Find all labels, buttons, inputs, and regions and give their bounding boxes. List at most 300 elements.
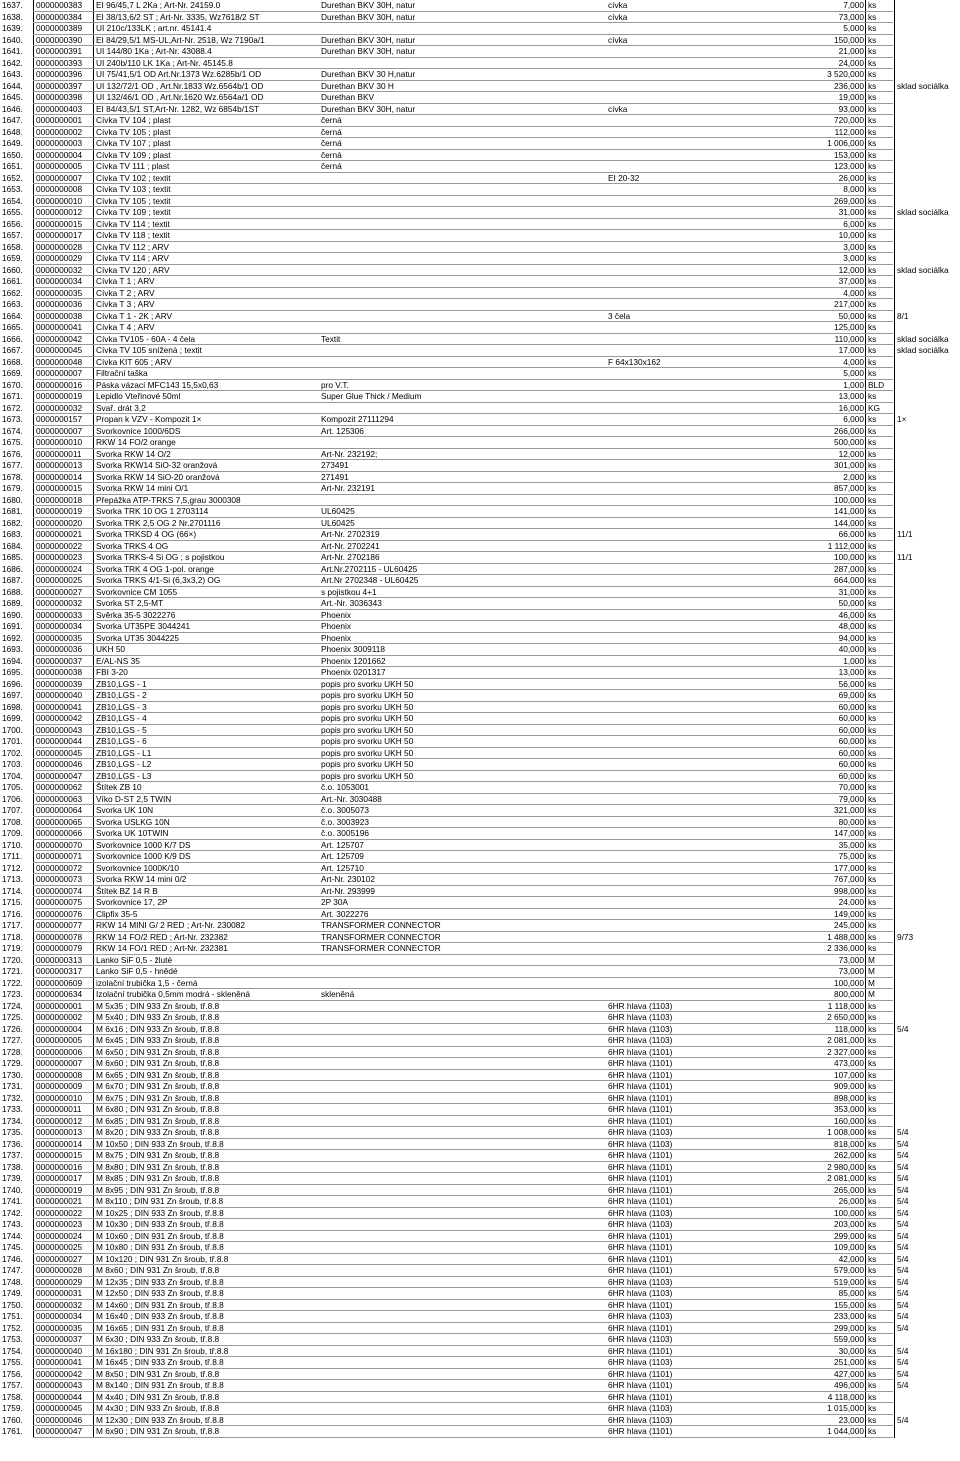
item-location bbox=[894, 391, 960, 403]
table-row bbox=[0, 713, 960, 725]
row-number: 1649. bbox=[2, 138, 23, 148]
item-unit: ks bbox=[865, 1265, 896, 1277]
row-number: 1753. bbox=[2, 1334, 23, 1344]
item-unit: ks bbox=[865, 771, 896, 783]
item-quantity: 3 520,000 bbox=[827, 69, 864, 79]
item-unit: ks bbox=[865, 552, 896, 564]
item-code: 0000000004 bbox=[33, 1024, 96, 1036]
item-quantity: 112,000 bbox=[834, 126, 864, 137]
item-unit: ks bbox=[865, 207, 896, 219]
item-unit: ks bbox=[865, 345, 896, 357]
item-material: popis pro svorku UKH 50 bbox=[321, 747, 414, 758]
item-unit: ks bbox=[865, 702, 896, 714]
item-unit: ks bbox=[865, 1139, 896, 1151]
table-row bbox=[0, 667, 960, 679]
item-code: 0000000006 bbox=[33, 1047, 96, 1059]
item-quantity: 85,000 bbox=[838, 1288, 864, 1298]
item-location bbox=[894, 357, 960, 369]
item-quantity: 664,000 bbox=[834, 575, 864, 585]
item-material bbox=[321, 276, 605, 288]
item-description: Cívka T 4 ; ARV bbox=[93, 322, 322, 334]
item-description: Svorkovnice 1000 K/9 DS bbox=[93, 851, 322, 863]
row-number: 1719. bbox=[2, 943, 23, 953]
item-material bbox=[321, 1334, 605, 1346]
row-number: 1686. bbox=[2, 563, 23, 574]
item-note: 6HR hlava (1103) bbox=[608, 1403, 673, 1413]
item-code: 0000000044 bbox=[33, 736, 96, 748]
item-description: Svorka TRKS 4 OG bbox=[93, 541, 322, 553]
table-row bbox=[0, 506, 960, 518]
item-quantity: 60,000 bbox=[838, 713, 864, 723]
item-unit: ks bbox=[865, 196, 896, 208]
item-location bbox=[894, 1001, 960, 1013]
item-unit: ks bbox=[865, 1024, 896, 1036]
item-quantity: 2 650,000 bbox=[827, 1012, 864, 1022]
item-code: 0000000032 bbox=[33, 265, 96, 277]
item-unit: ks bbox=[865, 1242, 896, 1254]
item-note bbox=[608, 472, 798, 484]
item-unit: ks bbox=[865, 1173, 896, 1185]
item-code: 0000000001 bbox=[33, 115, 96, 127]
item-code: 0000000017 bbox=[33, 230, 96, 242]
item-location: 5/4 bbox=[894, 1265, 960, 1277]
item-code: 0000000317 bbox=[33, 966, 96, 978]
item-location bbox=[894, 380, 960, 392]
item-code: 0000000065 bbox=[33, 817, 96, 829]
table-row bbox=[0, 817, 960, 829]
item-code: 0000000009 bbox=[33, 1081, 96, 1093]
item-unit: ks bbox=[865, 483, 896, 495]
item-code: 0000000075 bbox=[33, 897, 96, 909]
table-row bbox=[0, 564, 960, 576]
item-description: M 10x60 ; DIN 931 Zn šroub, tř.8.8 bbox=[93, 1231, 322, 1243]
item-description: M 8x85 ; DIN 931 Zn šroub, tř.8.8 bbox=[93, 1173, 322, 1185]
item-code: 0000000016 bbox=[33, 380, 96, 392]
item-note bbox=[608, 610, 798, 622]
item-material: Art-Nr. 230102 bbox=[321, 874, 375, 884]
item-location bbox=[894, 219, 960, 231]
item-location bbox=[894, 242, 960, 254]
item-location bbox=[894, 35, 960, 47]
row-number: 1733. bbox=[2, 1104, 23, 1114]
item-description: M 6x80 ; DIN 931 Zn šroub, tř.8.8 bbox=[93, 1104, 322, 1116]
item-note bbox=[608, 150, 798, 162]
item-unit: ks bbox=[865, 253, 896, 265]
item-description: M 10x120 ; DIN 931 Zn šroub, tř.8.8 bbox=[93, 1254, 322, 1266]
item-description: M 4x40 ; DIN 931 Zn šroub, tř.8.8 bbox=[93, 1392, 322, 1404]
item-quantity: 60,000 bbox=[838, 724, 864, 735]
item-material: Art.Nr.2702115 - UL60425 bbox=[321, 563, 418, 574]
item-quantity: 269,000 bbox=[834, 195, 864, 206]
item-quantity: 107,000 bbox=[834, 1069, 864, 1080]
item-description: M 6x90 ; DIN 931 Zn šroub, tř.8.8 bbox=[93, 1426, 322, 1438]
item-note bbox=[608, 920, 798, 932]
row-number: 1640. bbox=[2, 34, 23, 45]
item-unit: ks bbox=[865, 23, 896, 35]
item-quantity: 13,000 bbox=[838, 391, 864, 401]
row-number: 1704. bbox=[2, 770, 23, 781]
item-code: 0000000012 bbox=[33, 207, 96, 219]
table-row bbox=[0, 426, 960, 438]
item-unit: ks bbox=[865, 805, 896, 817]
table-row bbox=[0, 322, 960, 334]
row-number: 1654. bbox=[2, 195, 23, 206]
row-number: 1670. bbox=[2, 379, 23, 390]
item-unit: ks bbox=[865, 794, 896, 806]
item-description: Víko D-ST 2,5 TWIN bbox=[93, 794, 322, 806]
item-description: Filtrační taška bbox=[93, 368, 322, 380]
item-note bbox=[608, 230, 798, 242]
item-quantity: 35,000 bbox=[838, 839, 864, 850]
item-location: 5/4 bbox=[894, 1127, 960, 1139]
row-number: 1731. bbox=[2, 1081, 23, 1091]
item-quantity: 2 081,000 bbox=[827, 1035, 864, 1045]
item-quantity: 245,000 bbox=[834, 920, 864, 930]
table-row bbox=[0, 1081, 960, 1093]
item-description: Cívka TV105 - 60A - 4 čela bbox=[93, 334, 322, 346]
item-location bbox=[894, 713, 960, 725]
item-note bbox=[608, 23, 798, 35]
item-location bbox=[894, 920, 960, 932]
item-unit: ks bbox=[865, 127, 896, 139]
item-note bbox=[608, 380, 798, 392]
item-quantity: 1 118,000 bbox=[827, 1000, 864, 1011]
item-quantity: 79,000 bbox=[838, 793, 864, 804]
item-material: Art. 125707 bbox=[321, 839, 364, 850]
item-material: č.o. 1053001 bbox=[321, 782, 369, 792]
item-quantity: 266,000 bbox=[834, 425, 864, 436]
item-code: 0000000005 bbox=[33, 161, 96, 173]
item-unit: ks bbox=[865, 621, 896, 633]
table-row bbox=[0, 989, 960, 1001]
item-description: Svorka UK 10TWIN bbox=[93, 828, 322, 840]
item-location bbox=[894, 943, 960, 955]
item-location: 5/4 bbox=[894, 1277, 960, 1289]
item-location: 5/4 bbox=[894, 1323, 960, 1335]
item-note: EI 20-32 bbox=[608, 172, 640, 183]
item-unit: ks bbox=[865, 541, 896, 553]
table-row bbox=[0, 771, 960, 783]
item-description: ZB10,LGS - L3 bbox=[93, 771, 322, 783]
item-unit: ks bbox=[865, 69, 896, 81]
item-location bbox=[894, 817, 960, 829]
item-material bbox=[321, 253, 605, 265]
table-row bbox=[0, 920, 960, 932]
row-number: 1657. bbox=[2, 230, 23, 240]
item-material: popis pro svorku UKH 50 bbox=[321, 770, 414, 781]
item-quantity: 56,000 bbox=[838, 678, 864, 689]
item-quantity: 50,000 bbox=[838, 598, 864, 608]
table-row bbox=[0, 828, 960, 840]
item-description: RKW 14 FO/2 RED ; Art-Nr. 232382 bbox=[93, 932, 322, 944]
item-note bbox=[608, 943, 798, 955]
table-row bbox=[0, 1185, 960, 1197]
item-description: Svorka RKW 14 mini 0/2 bbox=[93, 874, 322, 886]
item-unit: ks bbox=[865, 1403, 896, 1415]
item-quantity: 5,000 bbox=[843, 368, 864, 378]
item-code: 0000000019 bbox=[33, 506, 96, 518]
item-description: Cívka TV 114 ; textit bbox=[93, 219, 322, 231]
item-material: Art.-Nr. 3036343 bbox=[321, 598, 382, 608]
item-description: M 16x45 ; DIN 933 Zn šroub, tř.8.8 bbox=[93, 1357, 322, 1369]
item-code: 0000000031 bbox=[33, 1288, 96, 1300]
item-note bbox=[608, 368, 798, 380]
item-code: 0000000313 bbox=[33, 955, 96, 967]
table-row bbox=[0, 1311, 960, 1323]
item-description: Cívka T 1 ; ARV bbox=[93, 276, 322, 288]
item-code: 0000000043 bbox=[33, 725, 96, 737]
row-number: 1713. bbox=[2, 874, 23, 884]
item-unit: ks bbox=[865, 1070, 896, 1082]
item-unit: ks bbox=[865, 334, 896, 346]
item-unit: ks bbox=[865, 725, 896, 737]
item-description: Lanko SiF 0,5 - žluté bbox=[93, 955, 322, 967]
table-row bbox=[0, 414, 960, 426]
item-note bbox=[608, 782, 798, 794]
item-quantity: 301,000 bbox=[834, 460, 864, 470]
item-note bbox=[608, 725, 798, 737]
item-material: Durethan BKV 30 H bbox=[321, 80, 394, 91]
row-number: 1706. bbox=[2, 793, 23, 804]
item-material bbox=[321, 242, 605, 254]
item-quantity: 60,000 bbox=[838, 701, 864, 712]
item-note bbox=[608, 506, 798, 518]
item-material bbox=[321, 219, 605, 231]
row-number: 1728. bbox=[2, 1046, 23, 1057]
row-number: 1694. bbox=[2, 655, 23, 666]
row-number: 1644. bbox=[2, 80, 23, 91]
item-description: M 8x60 ; DIN 931 Zn šroub, tř.8.8 bbox=[93, 1265, 322, 1277]
table-row bbox=[0, 219, 960, 231]
item-description: ZB10,LGS - 5 bbox=[93, 725, 322, 737]
row-number: 1653. bbox=[2, 184, 23, 194]
item-unit: ks bbox=[865, 897, 896, 909]
item-note bbox=[608, 46, 798, 58]
table-row bbox=[0, 46, 960, 58]
item-unit: ks bbox=[865, 909, 896, 921]
item-code: 0000000008 bbox=[33, 184, 96, 196]
item-location: 5/4 bbox=[894, 1185, 960, 1197]
item-material bbox=[321, 1162, 605, 1174]
item-code: 0000000036 bbox=[33, 299, 96, 311]
item-location bbox=[894, 1012, 960, 1024]
item-code: 0000000078 bbox=[33, 932, 96, 944]
item-location bbox=[894, 978, 960, 990]
item-location: sklad sociálka bbox=[894, 81, 960, 93]
item-location bbox=[894, 437, 960, 449]
item-unit: ks bbox=[865, 115, 896, 127]
row-number: 1746. bbox=[2, 1253, 23, 1264]
row-number: 1662. bbox=[2, 287, 23, 298]
item-code: 0000000021 bbox=[33, 1196, 96, 1208]
item-material: pro V.T. bbox=[321, 379, 349, 390]
item-location: 5/4 bbox=[894, 1242, 960, 1254]
item-note bbox=[608, 656, 798, 668]
item-note bbox=[608, 161, 798, 173]
item-description: UI 144/80 1Ka ; Art-Nr. 43088.4 bbox=[93, 46, 322, 58]
item-unit: ks bbox=[865, 184, 896, 196]
table-row bbox=[0, 1323, 960, 1335]
row-number: 1709. bbox=[2, 828, 23, 838]
item-unit: ks bbox=[865, 1047, 896, 1059]
table-row bbox=[0, 1242, 960, 1254]
row-number: 1691. bbox=[2, 621, 23, 631]
table-row bbox=[0, 1208, 960, 1220]
item-note bbox=[608, 92, 798, 104]
item-code: 0000000076 bbox=[33, 909, 96, 921]
table-row bbox=[0, 840, 960, 852]
row-number: 1652. bbox=[2, 172, 23, 183]
item-unit: ks bbox=[865, 460, 896, 472]
item-note bbox=[608, 863, 798, 875]
item-code: 0000000074 bbox=[33, 886, 96, 898]
row-number: 1754. bbox=[2, 1345, 23, 1356]
item-quantity: 93,000 bbox=[838, 103, 864, 114]
row-number: 1722. bbox=[2, 977, 23, 988]
item-material: Phoenix bbox=[321, 632, 351, 643]
item-code: 0000000039 bbox=[33, 679, 96, 691]
item-location: 5/4 bbox=[894, 1369, 960, 1381]
item-description: M 14x60 ; DIN 931 Zn šroub, tř.8.8 bbox=[93, 1300, 322, 1312]
item-description: Svorka RKW 14 SiO-20 oranžová bbox=[93, 472, 322, 484]
item-location: 5/4 bbox=[894, 1024, 960, 1036]
item-code: 0000000019 bbox=[33, 391, 96, 403]
table-row bbox=[0, 207, 960, 219]
row-number: 1667. bbox=[2, 345, 23, 355]
item-unit: ks bbox=[865, 1346, 896, 1358]
item-location: 5/4 bbox=[894, 1150, 960, 1162]
item-description: M 8x110 ; DIN 931 Zn šroub, tř.8.8 bbox=[93, 1196, 322, 1208]
item-note bbox=[608, 449, 798, 461]
item-material bbox=[321, 1150, 605, 1162]
table-row bbox=[0, 1047, 960, 1059]
item-description: E/AL-NS 35 bbox=[93, 656, 322, 668]
table-row bbox=[0, 621, 960, 633]
item-description: M 10x80 ; DIN 931 Zn šroub, tř.8.8 bbox=[93, 1242, 322, 1254]
item-code: 0000000014 bbox=[33, 1139, 96, 1151]
item-description: Cívka TV 111 ; plast bbox=[93, 161, 322, 173]
table-row bbox=[0, 1127, 960, 1139]
item-material bbox=[321, 1185, 605, 1197]
item-material: Art-Nr. 2702186 bbox=[321, 552, 380, 562]
item-quantity: 80,000 bbox=[838, 816, 864, 827]
item-location bbox=[894, 69, 960, 81]
item-code: 0000000041 bbox=[33, 1357, 96, 1369]
item-code: 0000000003 bbox=[33, 138, 96, 150]
table-row bbox=[0, 943, 960, 955]
item-code: 0000000007 bbox=[33, 368, 96, 380]
item-quantity: 299,000 bbox=[834, 1230, 864, 1241]
table-row bbox=[0, 702, 960, 714]
row-number: 1665. bbox=[2, 322, 23, 332]
item-code: 0000000038 bbox=[33, 311, 96, 323]
item-location bbox=[894, 230, 960, 242]
item-unit: ks bbox=[865, 449, 896, 461]
item-code: 0000000025 bbox=[33, 1242, 96, 1254]
item-code: 0000000029 bbox=[33, 253, 96, 265]
item-quantity: 1 015,000 bbox=[827, 1403, 864, 1413]
item-description: Svorka USLKG 10N bbox=[93, 817, 322, 829]
item-location bbox=[894, 1081, 960, 1093]
item-material: popis pro svorku UKH 50 bbox=[321, 759, 414, 769]
item-description: Cívka TV 105 ; plast bbox=[93, 127, 322, 139]
item-unit: ks bbox=[865, 299, 896, 311]
item-material: TRANSFORMER CONNECTOR bbox=[321, 920, 441, 930]
item-code: 0000000015 bbox=[33, 219, 96, 231]
item-quantity: 60,000 bbox=[838, 759, 864, 769]
item-location bbox=[894, 587, 960, 599]
row-number: 1736. bbox=[2, 1138, 23, 1149]
item-code: 0000000034 bbox=[33, 621, 96, 633]
item-quantity: 4,000 bbox=[843, 356, 864, 367]
table-row bbox=[0, 966, 960, 978]
item-description: Cívka TV 118 ; textit bbox=[93, 230, 322, 242]
item-material: 271491 bbox=[321, 471, 349, 482]
row-number: 1726. bbox=[2, 1023, 23, 1034]
item-description: Svorka TRKS-4 Si OG ; s pojistkou bbox=[93, 552, 322, 564]
item-material: 2P 30A bbox=[321, 897, 349, 907]
table-row bbox=[0, 1070, 960, 1082]
item-unit: ks bbox=[865, 598, 896, 610]
item-unit: ks bbox=[865, 759, 896, 771]
item-unit: ks bbox=[865, 138, 896, 150]
item-description: Svorka UT35 3044225 bbox=[93, 633, 322, 645]
item-material: popis pro svorku UKH 50 bbox=[321, 724, 414, 735]
item-code: 0000000037 bbox=[33, 656, 96, 668]
item-quantity: 100,000 bbox=[834, 552, 864, 562]
table-row bbox=[0, 1150, 960, 1162]
table-row bbox=[0, 242, 960, 254]
item-note bbox=[608, 242, 798, 254]
table-row bbox=[0, 1357, 960, 1369]
item-quantity: 579,000 bbox=[834, 1265, 864, 1275]
item-description: EI 96/45,7 L 2Ka ; Art-Nr. 24159.0 bbox=[93, 0, 322, 12]
item-code: 0000000045 bbox=[33, 345, 96, 357]
item-unit: ks bbox=[865, 242, 896, 254]
table-row bbox=[0, 311, 960, 323]
table-row bbox=[0, 1300, 960, 1312]
item-code: 0000000044 bbox=[33, 1392, 96, 1404]
item-unit: ks bbox=[865, 633, 896, 645]
item-unit: ks bbox=[865, 817, 896, 829]
item-code: 0000000018 bbox=[33, 495, 96, 507]
table-row bbox=[0, 1001, 960, 1013]
item-description: ZB10,LGS - 2 bbox=[93, 690, 322, 702]
table-row bbox=[0, 1196, 960, 1208]
item-quantity: 75,000 bbox=[838, 851, 864, 861]
table-row bbox=[0, 552, 960, 564]
item-description: ZB10,LGS - L1 bbox=[93, 748, 322, 760]
row-number: 1751. bbox=[2, 1311, 23, 1321]
item-code: 0000000041 bbox=[33, 322, 96, 334]
item-note: 6HR hlava (1101) bbox=[608, 1380, 673, 1390]
item-material bbox=[321, 1012, 605, 1024]
item-note bbox=[608, 518, 798, 530]
item-code: 0000000077 bbox=[33, 920, 96, 932]
item-material: Art-Nr. 232191 bbox=[321, 483, 375, 493]
item-description: Svorkovnice 1000/6DS bbox=[93, 426, 322, 438]
item-note bbox=[608, 828, 798, 840]
item-code: 0000000011 bbox=[33, 1104, 96, 1116]
row-number: 1643. bbox=[2, 69, 23, 79]
item-material: Art-Nr. 293999 bbox=[321, 885, 375, 896]
table-row bbox=[0, 886, 960, 898]
table-row bbox=[0, 1162, 960, 1174]
item-description: M 10x30 ; DIN 933 Zn šroub, tř.8.8 bbox=[93, 1219, 322, 1231]
item-location: sklad sociálka bbox=[894, 265, 960, 277]
item-quantity: 998,000 bbox=[834, 885, 864, 896]
item-quantity: 16,000 bbox=[838, 402, 864, 413]
